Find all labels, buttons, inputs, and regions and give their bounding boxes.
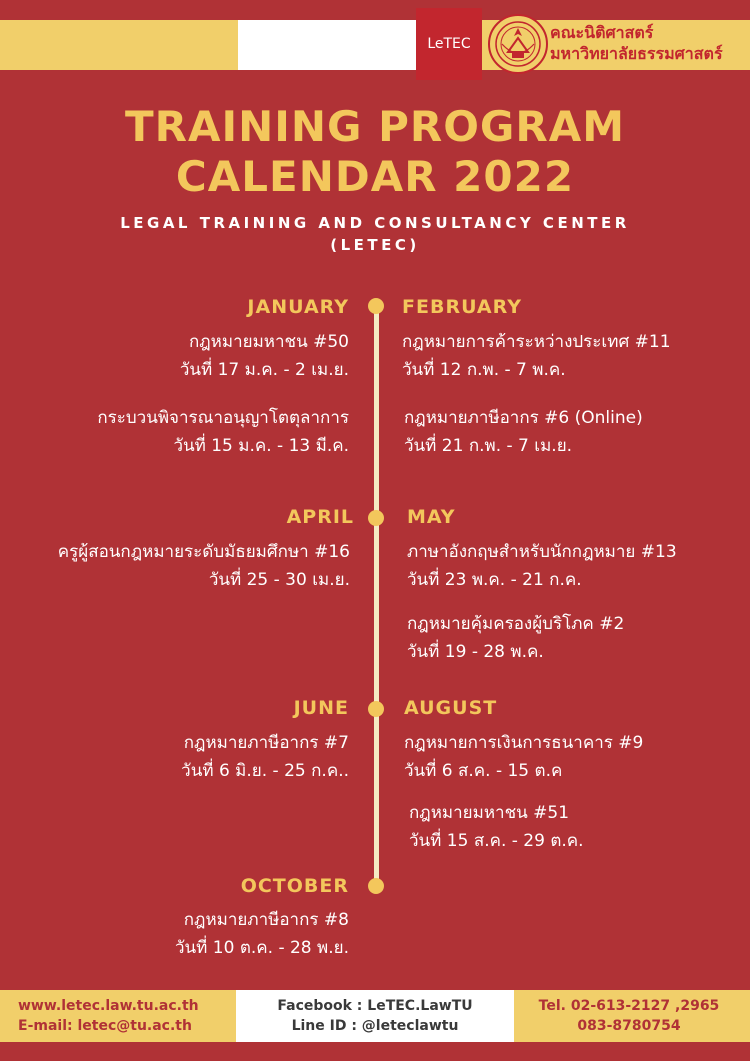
page-subtitle-line2: (LETEC) — [330, 236, 420, 254]
month-january: JANUARY — [247, 296, 349, 318]
event-date: วันที่ 6 มิ.ย. - 25 ก.ค.. — [181, 761, 349, 781]
event-jun-1 — [181, 729, 349, 785]
event-may-2 — [407, 610, 624, 666]
event-name: กฎหมายมหาชน #50 — [188, 332, 349, 352]
event-name: ภาษาอังกฤษสำหรับนักกฎหมาย #13 — [407, 542, 677, 562]
event-may-1 — [407, 538, 677, 594]
event-date: วันที่ 23 พ.ค. - 21 ก.ค. — [407, 570, 582, 590]
footer-phone-contact — [518, 996, 740, 1036]
month-february: FEBRUARY — [402, 296, 522, 318]
faculty-name-line2: มหาวิทยาลัยธรรมศาสตร์ — [550, 44, 723, 63]
event-date: วันที่ 21 ก.พ. - 7 เม.ย. — [404, 436, 573, 456]
page-subtitle-line1: LEGAL TRAINING AND CONSULTANCY CENTER — [120, 214, 630, 232]
event-oct-1 — [175, 906, 349, 962]
event-name: กฎหมายภาษีอากร #6 (Online) — [404, 408, 643, 428]
month-may: MAY — [407, 506, 456, 528]
month-april: APRIL — [286, 506, 354, 528]
line-id-link[interactable]: Line ID : @leteclawtu — [291, 1018, 459, 1034]
event-jan-1 — [180, 328, 349, 384]
event-date: วันที่ 12 ก.พ. - 7 พ.ค. — [402, 360, 566, 380]
website-link[interactable]: www.letec.law.tu.ac.th — [18, 998, 199, 1014]
university-seal-icon — [488, 14, 548, 74]
phone-number-2[interactable]: 083-8780754 — [577, 1018, 681, 1034]
letec-logo-text: LeTEC — [427, 36, 471, 52]
event-jan-2 — [97, 404, 349, 460]
header-white-panel — [238, 20, 416, 70]
event-feb-1 — [402, 328, 671, 384]
event-aug-2 — [409, 799, 584, 855]
event-feb-2 — [404, 404, 643, 460]
page-title — [0, 102, 750, 202]
event-date: วันที่ 17 ม.ค. - 2 เม.ย. — [179, 360, 349, 380]
facebook-link[interactable]: Facebook : LeTEC.LawTU — [277, 998, 473, 1014]
month-october: OCTOBER — [240, 875, 349, 897]
event-name: กฎหมายภาษีอากร #7 — [183, 733, 349, 753]
timeline-dot-oct — [368, 878, 384, 894]
timeline-line — [374, 300, 379, 888]
email-link[interactable]: E-mail: letec@tu.ac.th — [18, 1018, 192, 1034]
faculty-name-line1: คณะนิติศาสตร์ — [550, 23, 654, 42]
event-date: วันที่ 10 ต.ค. - 28 พ.ย. — [175, 938, 349, 958]
event-name: กฎหมายการค้าระหว่างประเทศ #11 — [402, 332, 671, 352]
event-date: วันที่ 15 ส.ค. - 29 ต.ค. — [409, 831, 584, 851]
event-date: วันที่ 25 - 30 เม.ย. — [208, 570, 350, 590]
footer-web-contact — [18, 996, 199, 1036]
event-aug-1 — [404, 729, 643, 785]
letec-logo — [416, 8, 482, 80]
timeline-dot-jan-feb — [368, 298, 384, 314]
month-june: JUNE — [293, 697, 349, 719]
event-name: กระบวนพิจารณาอนุญาโตตุลาการ — [97, 408, 349, 428]
event-name: กฎหมายการเงินการธนาคาร #9 — [404, 733, 644, 753]
event-name: กฎหมายมหาชน #51 — [409, 803, 570, 823]
footer-social-contact — [236, 996, 514, 1036]
faculty-name — [550, 22, 750, 64]
event-name: ครูผู้สอนกฎหมายระดับมัธยมศึกษา #16 — [57, 542, 350, 562]
event-date: วันที่ 19 - 28 พ.ค. — [407, 642, 544, 662]
timeline-dot-apr-may — [368, 510, 384, 526]
event-date: วันที่ 6 ส.ค. - 15 ต.ค — [404, 761, 563, 781]
page-subtitle — [0, 212, 750, 256]
month-august: AUGUST — [404, 697, 498, 719]
event-name: กฎหมายคุ้มครองผู้บริโภค #2 — [407, 614, 625, 634]
page-title-line1: TRAINING PROGRAM — [124, 102, 626, 151]
event-date: วันที่ 15 ม.ค. - 13 มี.ค. — [173, 436, 349, 456]
phone-number-1[interactable]: Tel. 02-613-2127 ,2965 — [538, 998, 720, 1014]
page-title-line2: CALENDAR 2022 — [175, 152, 575, 201]
event-name: กฎหมายภาษีอากร #8 — [183, 910, 349, 930]
timeline-dot-jun-aug — [368, 701, 384, 717]
event-apr-1 — [58, 538, 350, 594]
